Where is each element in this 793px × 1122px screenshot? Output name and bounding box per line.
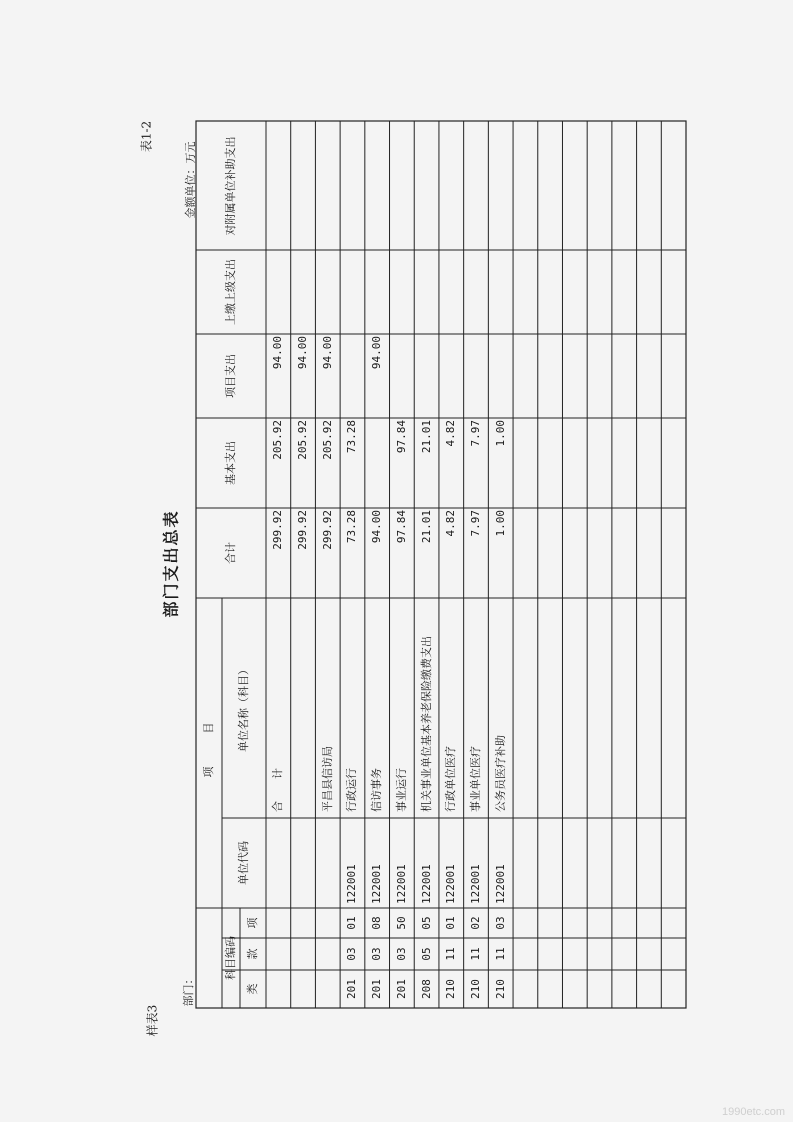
cell-code: 122001 [419, 864, 433, 904]
cell-total: 299.92 [296, 510, 310, 550]
cell-kuan: 11 [444, 947, 458, 961]
department-label: 部门： [182, 973, 195, 1007]
cell-name: 公务员医疗补助 [493, 735, 507, 812]
cell-lei: 201 [345, 979, 359, 999]
page-title: 部门支出总表 [161, 509, 181, 618]
cell-lei: 201 [394, 979, 408, 999]
header-subsidiary: 对附属单位补助支出 [224, 136, 237, 235]
cell-name: 行政单位医疗 [444, 746, 458, 812]
cell-xiang: 05 [419, 916, 433, 930]
cell-basic: 205.92 [320, 420, 334, 460]
header-total: 合计 [224, 542, 237, 564]
cell-basic: 205.92 [271, 420, 285, 460]
header-item: 项 目 [202, 722, 215, 778]
cell-name: 事业单位医疗 [469, 746, 482, 812]
cell-total: 4.82 [444, 510, 458, 537]
header-kuan: 款 [246, 948, 259, 960]
watermark: 1990etc.com [722, 1106, 785, 1118]
cell-lei: 208 [419, 979, 433, 999]
cell-code: 122001 [493, 864, 507, 904]
cell-name: 行政运行 [345, 768, 359, 812]
cell-total: 299.92 [271, 510, 285, 550]
cell-name: 合 计 [271, 768, 285, 812]
cell-kuan: 05 [419, 947, 433, 961]
header-unit-code: 单位代码 [237, 841, 250, 885]
cell-xiang: 02 [469, 916, 482, 930]
cell-project: 94.00 [320, 336, 334, 370]
cell-xiang: 01 [345, 916, 359, 930]
cell-kuan: 03 [345, 947, 359, 961]
cell-basic: 97.84 [394, 420, 408, 454]
cell-kuan: 11 [469, 947, 482, 961]
cell-total: 7.97 [469, 510, 482, 537]
cell-xiang: 08 [370, 916, 384, 930]
header-subject-code: 科目编码 [224, 936, 237, 980]
header-lei: 类 [246, 983, 259, 995]
cell-xiang: 01 [444, 916, 458, 930]
cell-name: 事业运行 [394, 768, 408, 812]
cell-code: 122001 [394, 864, 408, 904]
cell-total: 73.28 [345, 510, 359, 544]
sheet-label: 样表3 [145, 1004, 160, 1037]
cell-basic: 7.97 [469, 420, 482, 447]
cell-name: 信访事务 [370, 768, 384, 812]
cell-project: 94.00 [296, 336, 310, 370]
cell-basic: 4.82 [444, 420, 458, 447]
cell-lei: 210 [493, 979, 507, 999]
cell-basic: 21.01 [419, 420, 433, 454]
cell-basic: 205.92 [296, 420, 310, 460]
cell-project: 94.00 [370, 336, 384, 370]
cell-basic: 1.00 [493, 420, 507, 447]
cell-code: 122001 [370, 864, 384, 904]
cell-code: 122001 [469, 864, 482, 904]
cell-xiang: 50 [394, 916, 408, 930]
cell-total: 299.92 [320, 510, 334, 550]
header-unit-name: 单位名称（科目） [237, 664, 250, 752]
cell-kuan: 11 [493, 947, 507, 961]
cell-lei: 201 [370, 979, 384, 999]
cell-lei: 210 [469, 979, 482, 999]
cell-kuan: 03 [370, 947, 384, 961]
cell-basic: 73.28 [345, 420, 359, 454]
cell-total: 97.84 [394, 510, 408, 544]
header-xiang: 项 [246, 917, 259, 929]
cell-kuan: 03 [394, 947, 408, 961]
cell-total: 1.00 [493, 510, 507, 537]
cell-xiang: 03 [493, 916, 507, 930]
cell-name: 平昌县信访局 [320, 746, 334, 812]
cell-name: 机关事业单位基本养老保险缴费支出 [419, 636, 433, 812]
cell-lei: 210 [444, 979, 458, 999]
header-project: 项目支出 [224, 354, 237, 398]
cell-project: 94.00 [271, 336, 285, 370]
table-code: 表1-2 [139, 120, 154, 153]
cell-code: 122001 [345, 864, 359, 904]
cell-code: 122001 [444, 864, 458, 904]
cell-total: 94.00 [370, 510, 384, 544]
unit-label: 金额单位：万元 [184, 141, 197, 219]
header-basic: 基本支出 [224, 441, 237, 485]
cell-total: 21.01 [419, 510, 433, 544]
header-upper: 上缴上级支出 [224, 259, 237, 325]
